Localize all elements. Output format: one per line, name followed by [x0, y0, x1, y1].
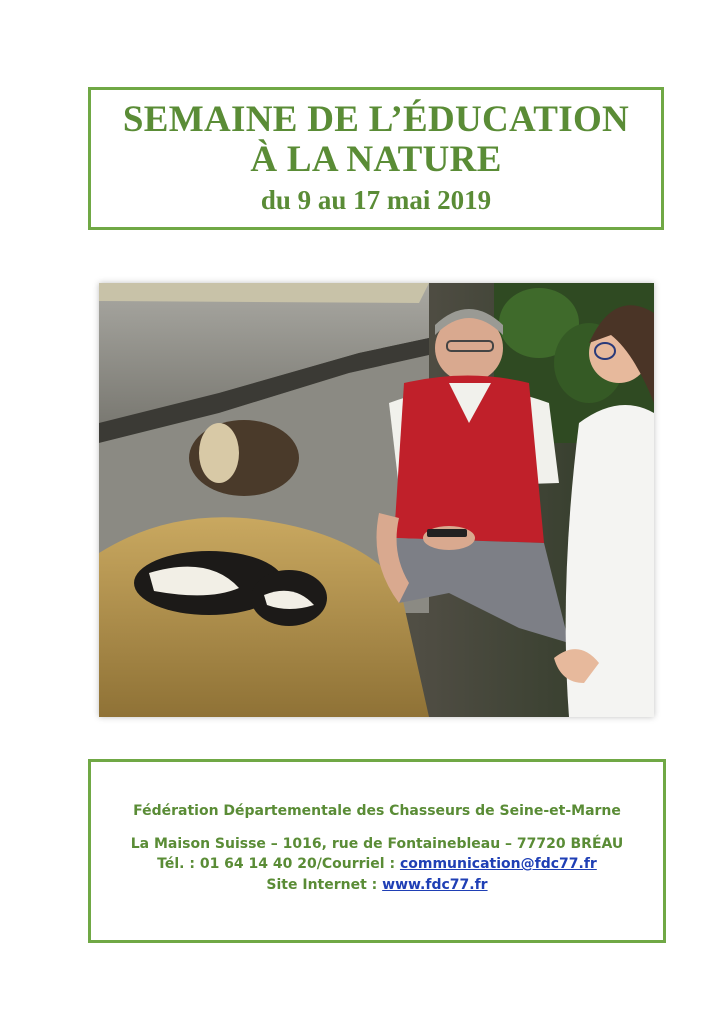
phone-label: Tél. : 01 64 14 40 20/Courriel :: [157, 856, 400, 872]
contact-box: [88, 759, 666, 943]
website-line: [91, 875, 663, 896]
email-link[interactable]: communication@fdc77.fr: [399, 856, 597, 872]
postal-address: La Maison Suisse – 1016, rue de Fontainebleau – 77720 BRÉAU: [130, 836, 624, 852]
page-title-line-2: À LA NATURE: [250, 139, 502, 180]
event-dates: du 9 au 17 mai 2019: [260, 185, 492, 215]
website-link[interactable]: www.fdc77.fr: [382, 877, 488, 893]
contact-line: [91, 854, 663, 875]
badger-photo: [99, 283, 654, 717]
title-box: [88, 87, 664, 230]
page-title-line-1: SEMAINE DE L’ÉDUCATION: [122, 99, 630, 140]
organization-name: Fédération Départementale des Chasseurs de Seine-et-Marne: [133, 803, 621, 819]
website-label: Site Internet :: [266, 877, 383, 893]
